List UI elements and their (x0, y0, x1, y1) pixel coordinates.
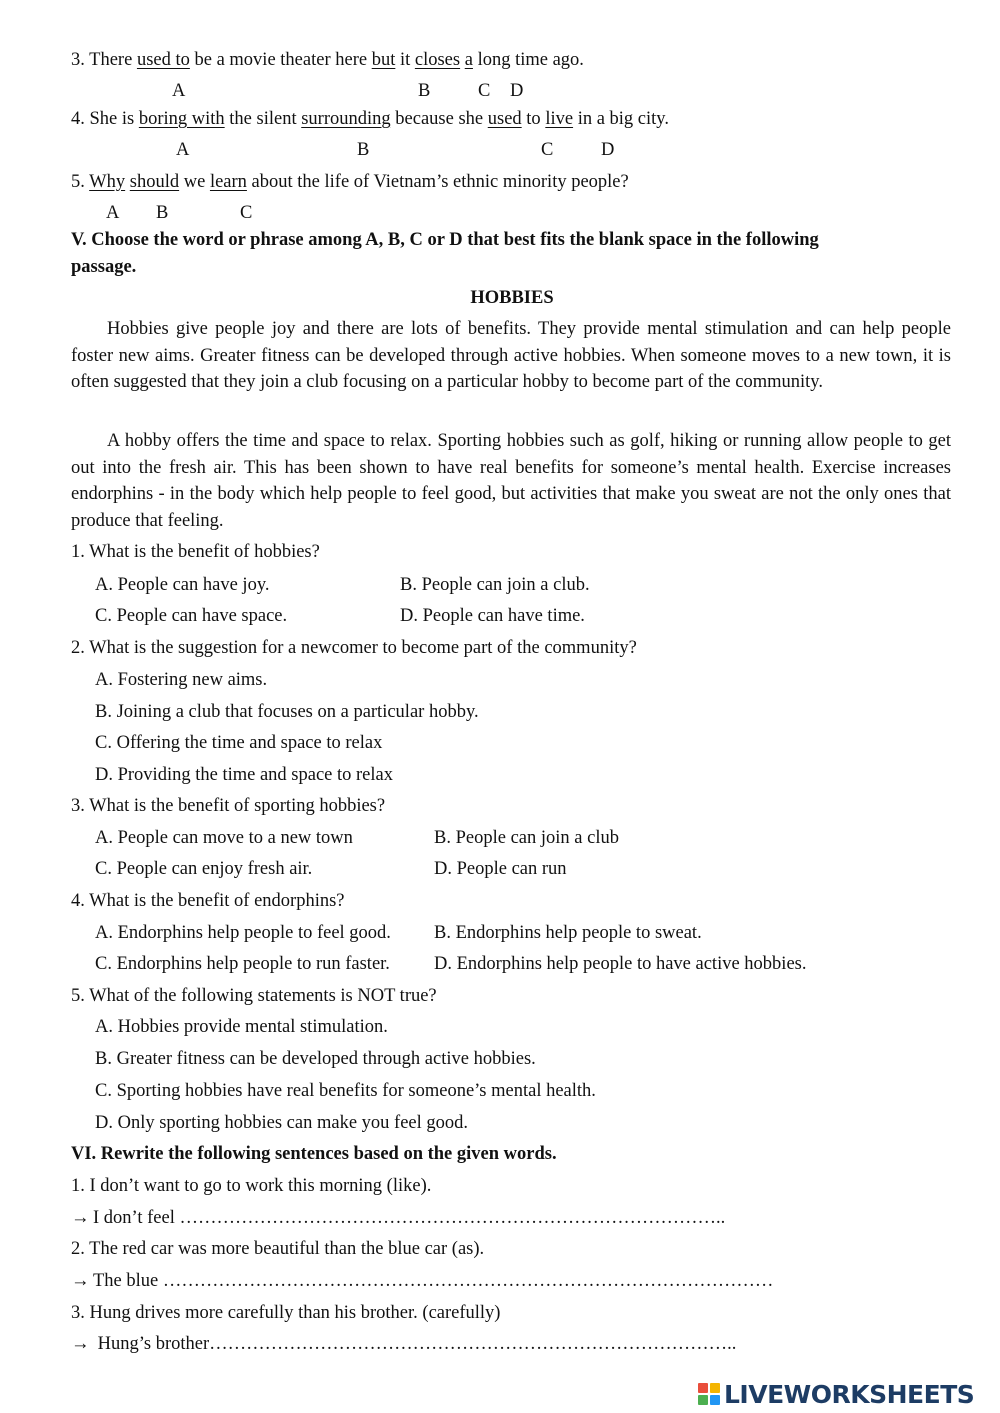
question-2-option-c[interactable]: C. Offering the time and space to relax (95, 733, 383, 753)
error-letter-c: C (541, 140, 554, 160)
section6-heading: VI. Rewrite the following sentences based on the given words. (71, 1144, 557, 1164)
question-1-option-c[interactable]: C. People can have space. (95, 606, 288, 626)
passage-paragraph-2: A hobby offers the time and space to relax. Sporting hobbies such as golf, hiking or running allow people to get out into the fresh air. This has been shown to have real benefits for someone’s mental health. Exercise increases endorphins - in the body which help people to feel good, but activities that make you sweat are not the only ones that produce that feeling. (71, 431, 951, 531)
logo-square (698, 1383, 708, 1393)
passage-title: HOBBIES (470, 288, 554, 308)
question-3: 3. What is the benefit of sporting hobbies? (71, 796, 386, 816)
rewrite-question-3: 3. Hung drives more carefully than his brother. (carefully) (71, 1303, 501, 1323)
error-letter-d: D (510, 81, 524, 101)
rewrite-answer-2[interactable]: → The blue ……………………………………………………………………………………… (71, 1271, 774, 1291)
rewrite-answer-3[interactable]: → Hung’s brother………………………………………………………………………….. (71, 1334, 737, 1354)
error-letter-d: D (601, 140, 615, 160)
error-letter-b: B (357, 140, 370, 160)
question-3-option-a[interactable]: A. People can move to a new town (95, 828, 353, 848)
logo-text: LIVEWORKSHEETS (724, 1379, 975, 1409)
question-1-option-d[interactable]: D. People can have time. (400, 606, 585, 626)
passage-paragraph-1: Hobbies give people joy and there are lots of benefits. They provide mental stimulation and can help people foster new aims. Greater fitness can be developed through active hobbies. When someone moves to a new town, it is often suggested that they join a club focusing on a particular hobby to become part of the community. (71, 319, 951, 392)
question-3-option-c[interactable]: C. People can enjoy fresh air. (95, 859, 313, 879)
question-4-option-b[interactable]: B. Endorphins help people to sweat. (434, 923, 702, 943)
arrow-right-icon: → (71, 1271, 90, 1291)
question-4-option-a[interactable]: A. Endorphins help people to feel good. (95, 923, 391, 943)
question-5-option-d[interactable]: D. Only sporting hobbies can make you feel good. (95, 1113, 469, 1133)
question-5-option-c[interactable]: C. Sporting hobbies have real benefits for someone’s mental health. (95, 1081, 596, 1101)
question-1-option-b[interactable]: B. People can join a club. (400, 575, 590, 595)
logo-square (710, 1383, 720, 1393)
logo-square (698, 1395, 708, 1405)
error-letter-a: A (176, 140, 190, 160)
question-3-option-d[interactable]: D. People can run (434, 859, 567, 879)
question-2-option-a[interactable]: A. Fostering new aims. (95, 670, 268, 690)
question-3-option-b[interactable]: B. People can join a club (434, 828, 619, 848)
question-2: 2. What is the suggestion for a newcomer to become part of the community? (71, 638, 637, 658)
error-letter-a: A (172, 81, 186, 101)
logo-square (710, 1395, 720, 1405)
error-question-5: 5. Why should we learn about the life of Vietnam’s ethnic minority people? (71, 172, 629, 192)
section5-heading-cont: passage. (71, 257, 137, 277)
liveworksheets-logo (698, 1381, 974, 1407)
question-5-option-a[interactable]: A. Hobbies provide mental stimulation. (95, 1017, 388, 1037)
rewrite-answer-1[interactable]: → I don’t feel …………………………………………………………………………….. (71, 1208, 726, 1228)
error-letter-a: A (106, 203, 120, 223)
logo-grid-icon (698, 1383, 720, 1405)
question-4: 4. What is the benefit of endorphins? (71, 891, 345, 911)
question-2-option-d[interactable]: D. Providing the time and space to relax (95, 765, 393, 785)
rewrite-question-2: 2. The red car was more beautiful than the blue car (as). (71, 1239, 485, 1259)
arrow-right-icon: → (71, 1208, 90, 1228)
error-letter-c: C (478, 81, 491, 101)
error-letter-b: B (418, 81, 431, 101)
question-4-option-c[interactable]: C. Endorphins help people to run faster. (95, 954, 390, 974)
error-letter-c: C (240, 203, 253, 223)
error-question-3: 3. There used to be a movie theater here but it closes a long time ago. (71, 50, 584, 70)
question-2-option-b[interactable]: B. Joining a club that focuses on a particular hobby. (95, 702, 479, 722)
question-4-option-d[interactable]: D. Endorphins help people to have active hobbies. (434, 954, 807, 974)
question-5: 5. What of the following statements is NOT true? (71, 986, 437, 1006)
section5-heading: V. Choose the word or phrase among A, B, C or D that best fits the blank space in the following (71, 230, 819, 250)
question-1-option-a[interactable]: A. People can have joy. (95, 575, 270, 595)
error-letter-b: B (156, 203, 169, 223)
question-5-option-b[interactable]: B. Greater fitness can be developed through active hobbies. (95, 1049, 536, 1069)
question-1: 1. What is the benefit of hobbies? (71, 542, 320, 562)
arrow-right-icon: → (71, 1334, 90, 1354)
rewrite-question-1: 1. I don’t want to go to work this morning (like). (71, 1176, 432, 1196)
error-question-4: 4. She is boring with the silent surrounding because she used to live in a big city. (71, 109, 669, 129)
